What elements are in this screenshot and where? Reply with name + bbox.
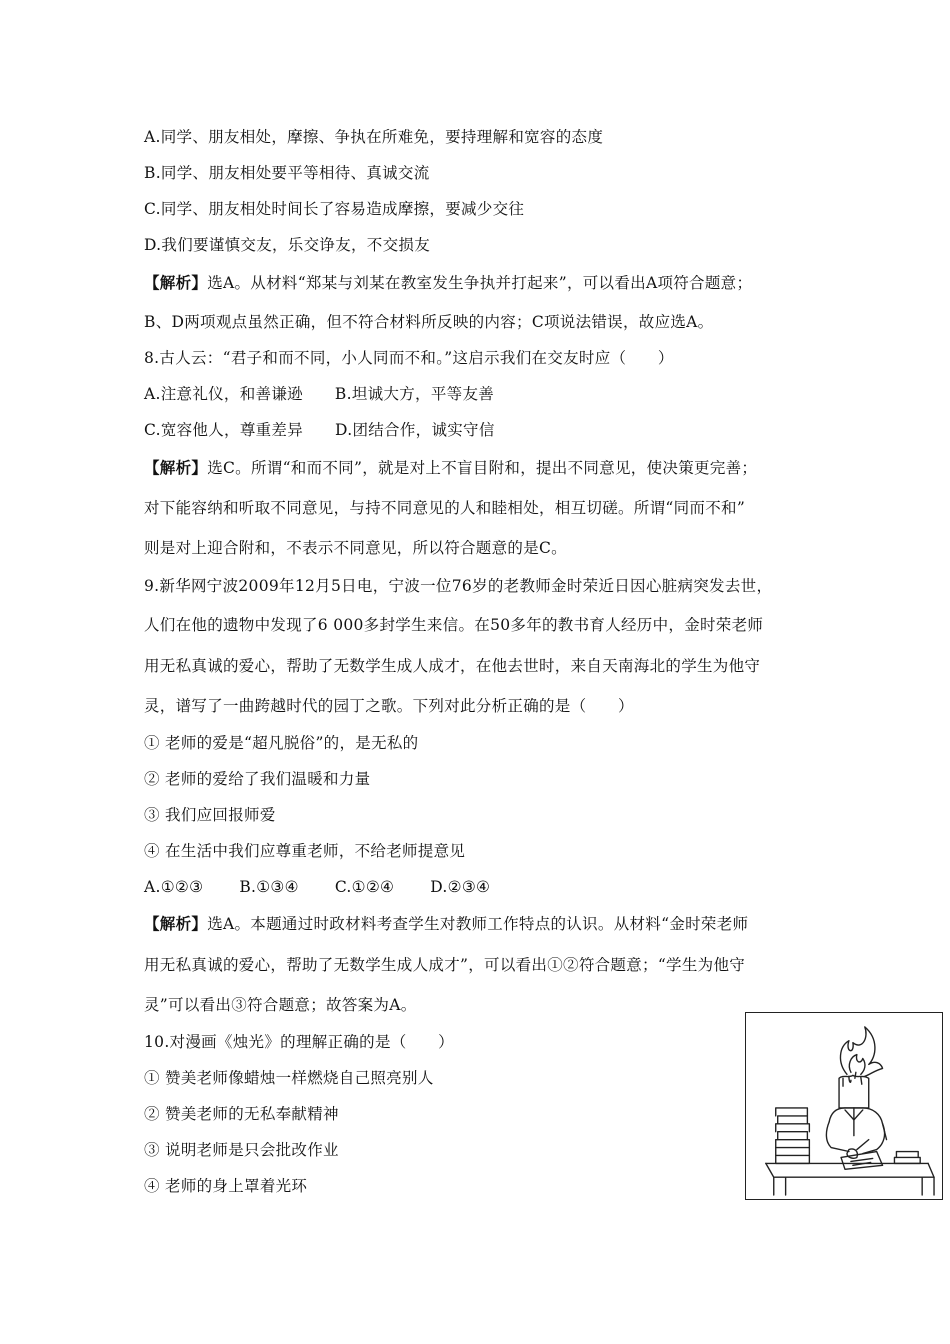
candlelight-cartoon <box>745 1012 943 1200</box>
q9-option-d: D.②③④ <box>430 878 491 896</box>
q8-analysis-line-1 <box>144 458 757 478</box>
q8-options-row-1 <box>144 384 494 404</box>
q10-item-4: ④ 老师的身上罩着光环 <box>144 1177 308 1195</box>
q9-item-1: ① 老师的爱是“超凡脱俗”的，是无私的 <box>144 734 419 752</box>
q9-item-4: ④ 在生活中我们应尊重老师，不给老师提意见 <box>144 842 466 860</box>
q9-item-2: ② 老师的爱给了我们温暖和力量 <box>144 770 371 788</box>
q9-option-a: A.①②③ <box>144 878 204 896</box>
q10-item-3: ③ 说明老师是只会批改作业 <box>144 1141 339 1159</box>
q7-option-a: A.同学、朋友相处，摩擦、争执在所难免，要持理解和宽容的态度 <box>144 128 604 146</box>
q9-stem-line-1: 9.新华网宁波2009年12月5日电，宁波一位76岁的老教师金时荣近日因心脏病突发去世， <box>144 577 773 595</box>
q9-options-row <box>144 877 490 897</box>
analysis-text: 选C。所谓“和而不同”，就是对上不盲目附和，提出不同意见，使决策更完善； <box>207 459 758 477</box>
teacher-candle-illustration <box>746 1013 942 1199</box>
q9-item-3: ③ 我们应回报师爱 <box>144 806 276 824</box>
q9-option-c: C.①②④ <box>334 878 395 896</box>
analysis-tag: 【解析】 <box>144 458 208 477</box>
q7-option-c: C.同学、朋友相处时间长了容易造成摩擦，要减少交往 <box>144 200 525 218</box>
q7-analysis-line-1 <box>144 273 752 293</box>
q9-stem-line-2: 人们在他的遗物中发现了6 000多封学生来信。在50多年的教书育人经历中，金时荣老师 <box>144 616 764 634</box>
q9-analysis-line-2: 用无私真诚的爱心，帮助了无数学生成人成才”，可以看出①②符合题意；“学生为他守 <box>144 956 746 974</box>
q8-stem: 8.古人云：“君子和而不同，小人同而不和。”这启示我们在交友时应（ ） <box>144 349 674 367</box>
analysis-tag: 【解析】 <box>144 273 208 292</box>
q8-options-row-2 <box>144 420 495 440</box>
q8-analysis-line-2: 对下能容纳和听取不同意见，与持不同意见的人和睦相处，相互切磋。所谓“同而不和” <box>144 499 746 517</box>
q9-analysis-line-1 <box>144 914 748 934</box>
q9-stem-line-4: 灵，谱写了一曲跨越时代的园丁之歌。下列对此分析正确的是（ ） <box>144 697 634 715</box>
q10-item-2: ② 赞美老师的无私奉献精神 <box>144 1105 339 1123</box>
q8-option-d: D.团结合作，诚实守信 <box>335 421 495 439</box>
q10-item-1: ① 赞美老师像蜡烛一样燃烧自己照亮别人 <box>144 1069 434 1087</box>
q9-analysis-line-3: 灵”可以看出③符合题意；故答案为A。 <box>144 996 417 1014</box>
q7-analysis-line-2: B、D两项观点虽然正确，但不符合材料所反映的内容；C项说法错误，故应选A。 <box>144 313 714 331</box>
q8-analysis-line-3: 则是对上迎合附和，不表示不同意见，所以符合题意的是C。 <box>144 539 567 557</box>
q10-stem: 10.对漫画《烛光》的理解正确的是（ ） <box>144 1033 454 1051</box>
analysis-text: 选A。本题通过时政材料考查学生对教师工作特点的认识。从材料“金时荣老师 <box>207 915 749 933</box>
q9-option-b: B.①③④ <box>239 878 299 896</box>
analysis-text: 选A。从材料“郑某与刘某在教室发生争执并打起来”，可以看出A项符合题意； <box>207 274 753 292</box>
analysis-tag: 【解析】 <box>144 914 208 933</box>
q9-stem-line-3: 用无私真诚的爱心，帮助了无数学生成人成才，在他去世时，来自天南海北的学生为他守 <box>144 657 761 675</box>
q8-option-b: B.坦诚大方，平等友善 <box>334 385 495 403</box>
q7-option-d: D.我们要谨慎交友，乐交诤友，不交损友 <box>144 236 431 254</box>
q8-option-a: A.注意礼仪，和善谦逊 <box>144 385 303 403</box>
q8-option-c: C.宽容他人，尊重差异 <box>144 421 304 439</box>
q7-option-b: B.同学、朋友相处要平等相待、真诚交流 <box>144 164 430 182</box>
